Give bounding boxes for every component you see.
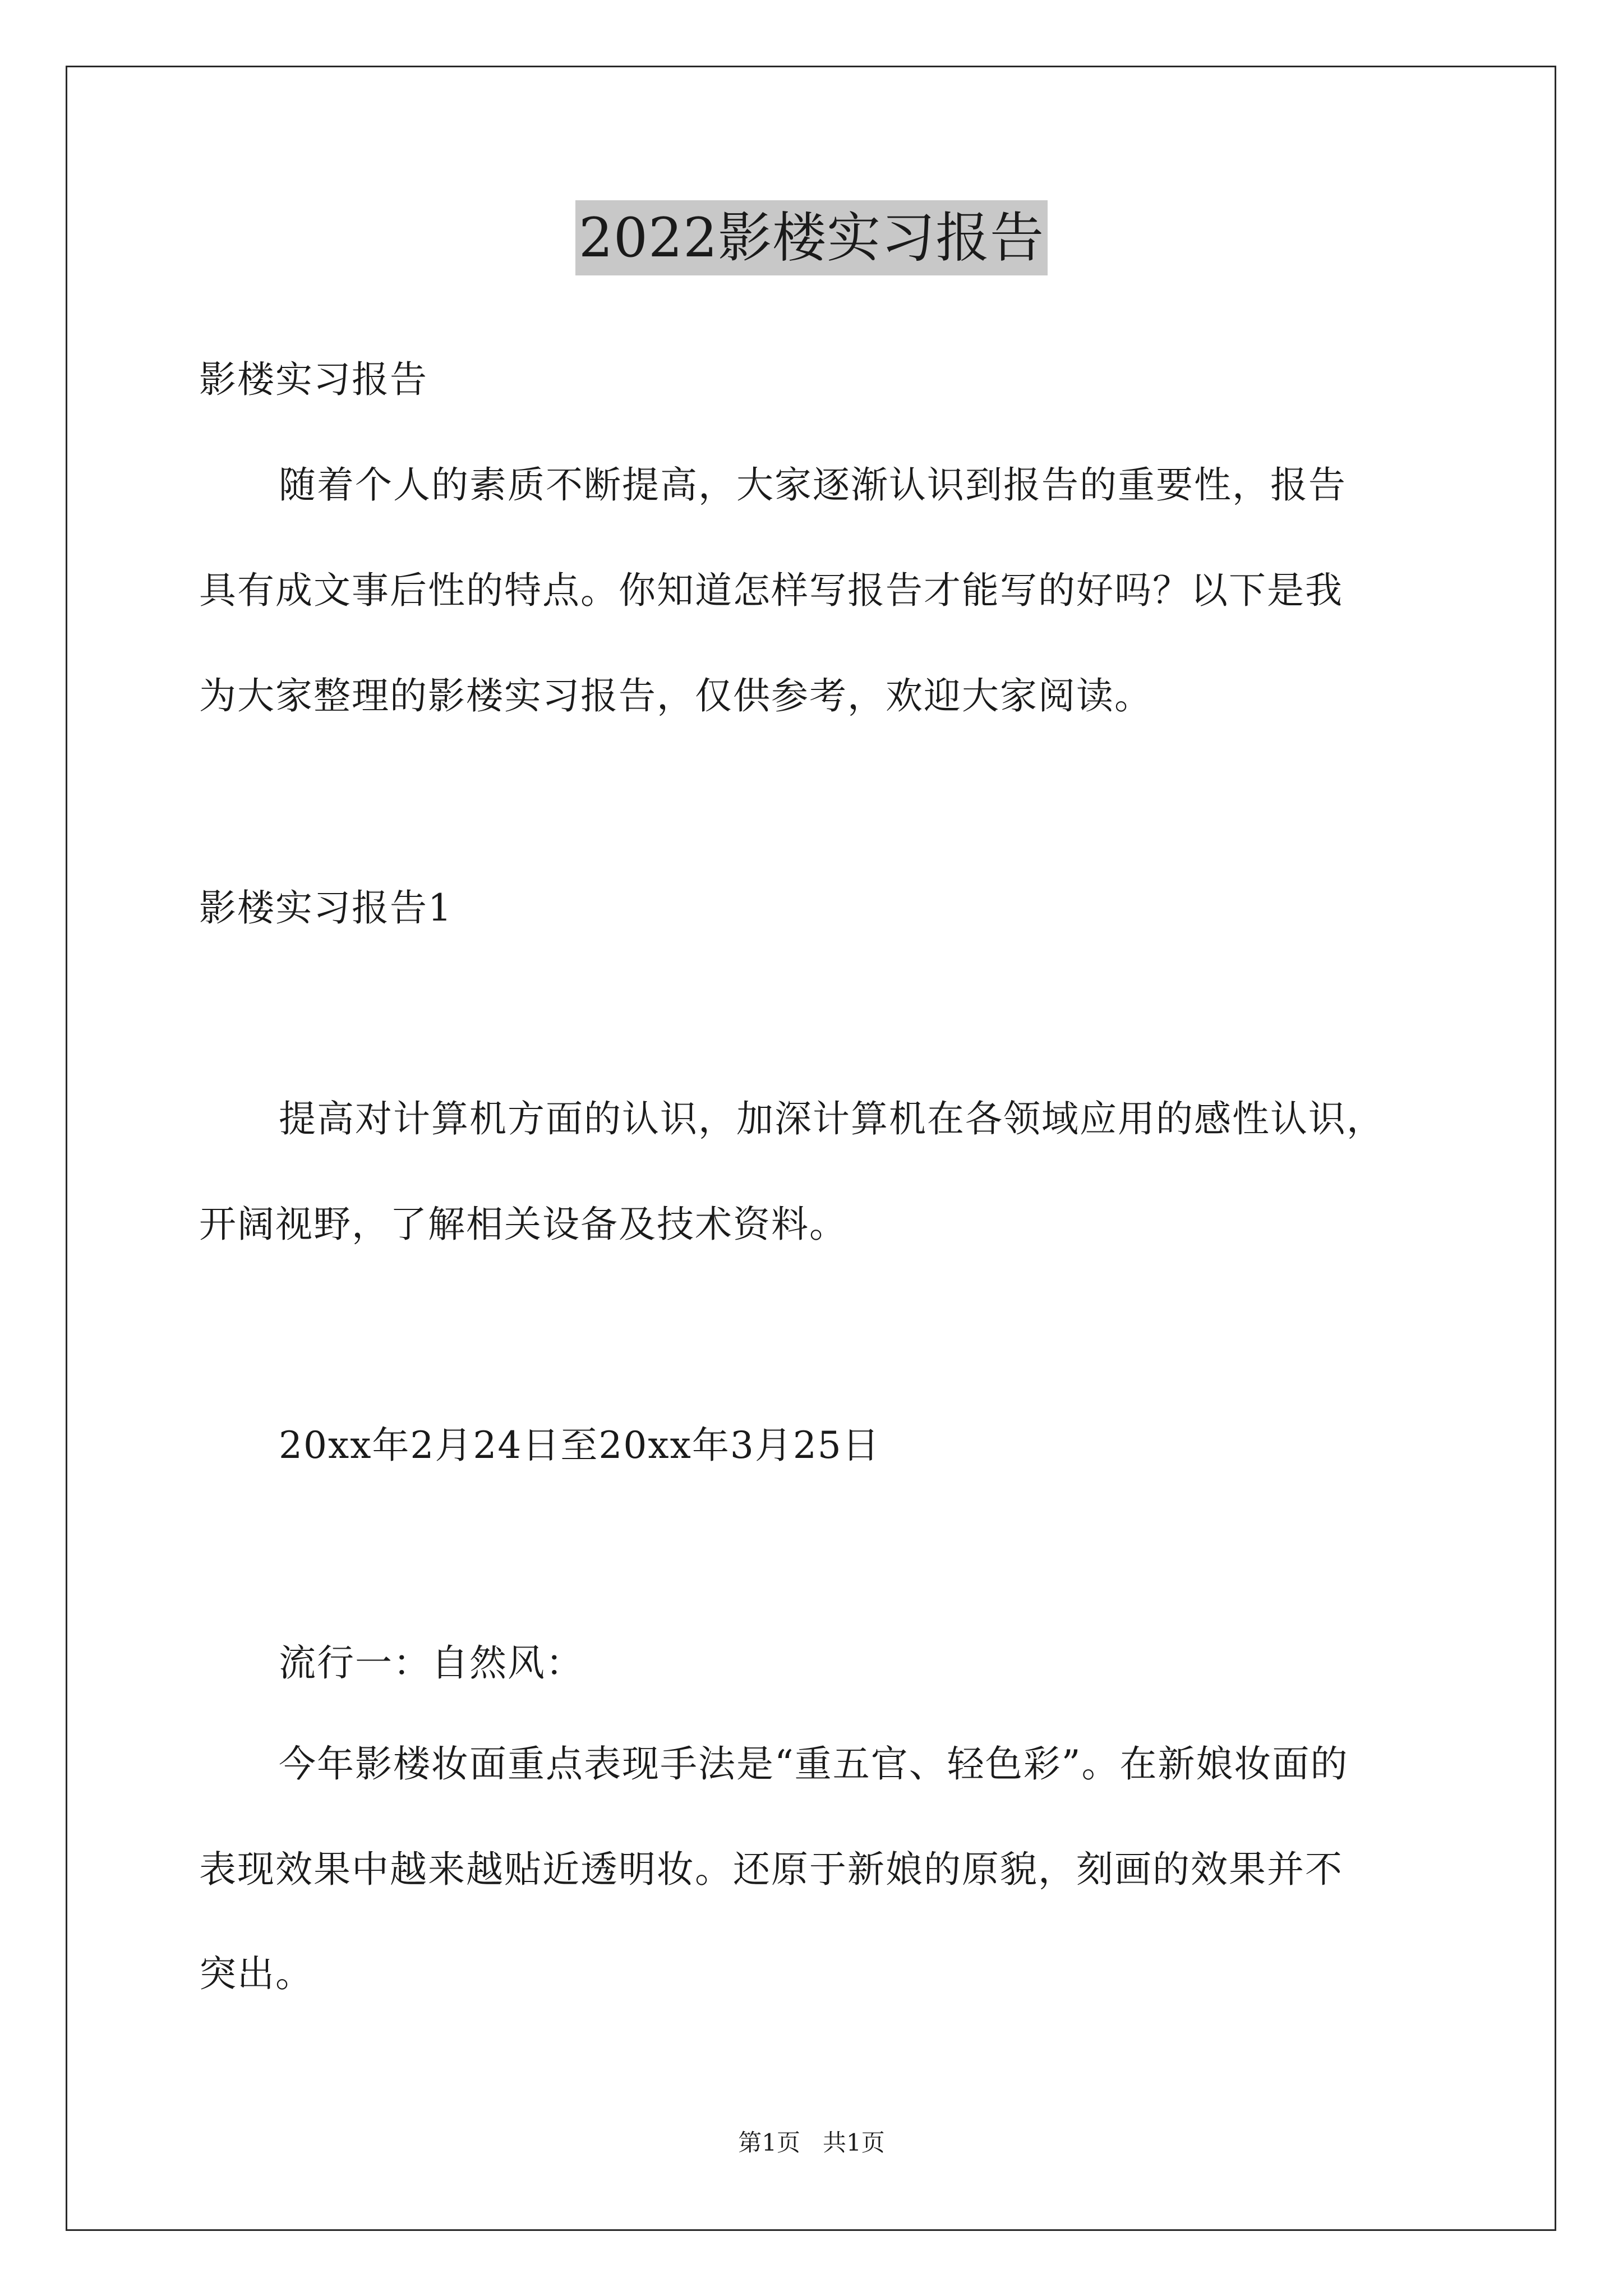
title-container — [0, 200, 1623, 275]
trend-line-1: 今年影楼妆面重点表现手法是“重五官、轻色彩”。在新娘妆面的 — [279, 1742, 1349, 1786]
intro-line-2: 具有成文事后性的特点。你知道怎样写报告才能写的好吗？以下是我 — [199, 569, 1343, 612]
document-title: 2022影楼实习报告 — [575, 200, 1048, 275]
section-heading: 影楼实习报告1 — [199, 886, 453, 930]
intro-line-1: 随着个人的素质不断提高，大家逐渐认识到报告的重要性，报告 — [279, 463, 1347, 507]
trend-heading: 流行一：自然风： — [279, 1641, 584, 1685]
page-number-footer: 第1页 共1页 — [738, 2129, 885, 2156]
intro-line-3: 为大家整理的影楼实习报告，仅供参考，欢迎大家阅读。 — [199, 674, 1152, 717]
document-subtitle: 影楼实习报告 — [199, 358, 428, 401]
trend-line-3: 突出。 — [199, 1952, 313, 1995]
paragraph-line-2: 开阔视野，了解相关设备及技术资料。 — [199, 1203, 847, 1246]
trend-line-2: 表现效果中越来越贴近透明妆。还原于新娘的原貌，刻画的效果并不 — [199, 1848, 1343, 1891]
paragraph-line-1: 提高对计算机方面的认识，加深计算机在各领域应用的感性认识， — [279, 1097, 1385, 1140]
date-range: 20xx年2月24日至20xx年3月25日 — [279, 1424, 880, 1467]
